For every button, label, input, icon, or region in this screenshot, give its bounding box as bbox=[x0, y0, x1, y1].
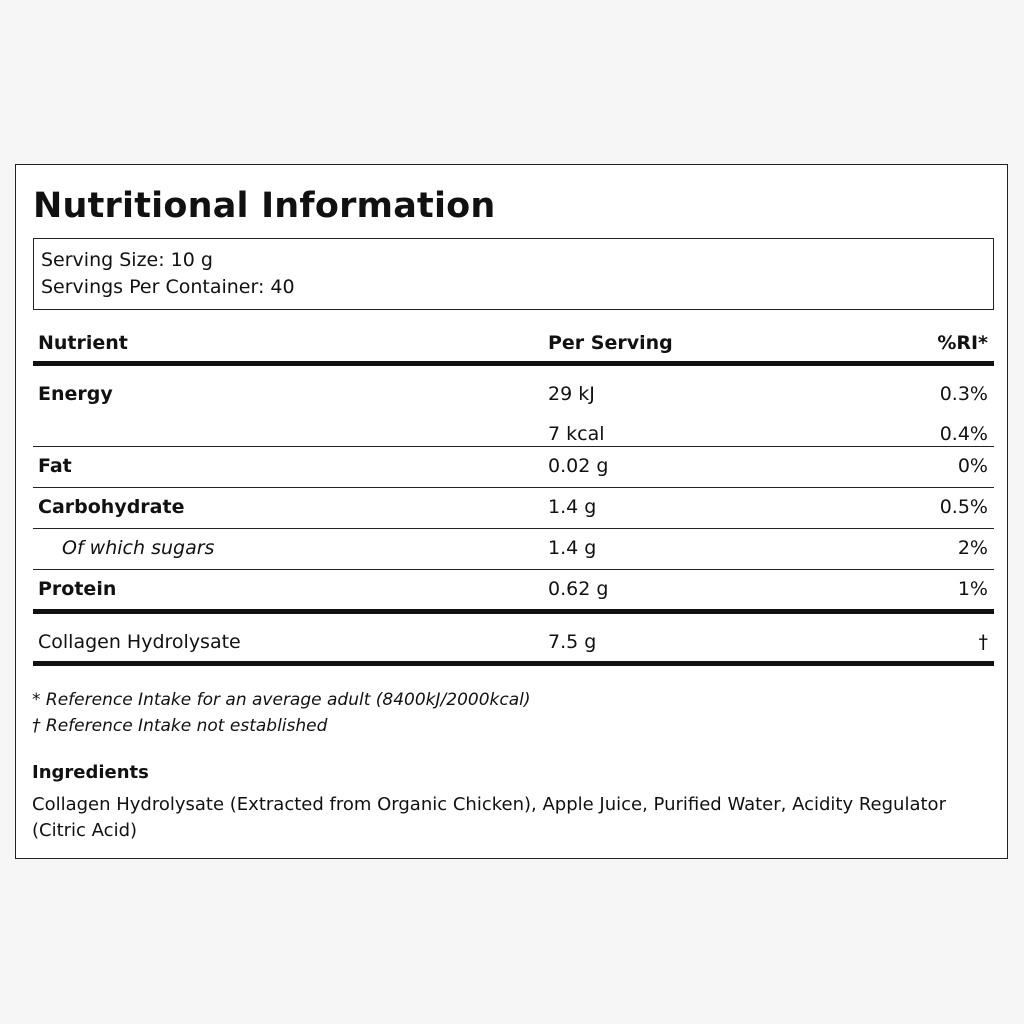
table-header-row bbox=[33, 325, 994, 366]
energy-kj-ri: 0.3% bbox=[939, 383, 988, 405]
header-nutrient: Nutrient bbox=[38, 332, 128, 354]
energy-kcal-value: 7 kcal bbox=[548, 423, 605, 445]
ingredients-heading: Ingredients bbox=[32, 762, 149, 783]
table-row-carbohydrate bbox=[33, 488, 994, 529]
nutrient-ri: 0% bbox=[957, 455, 988, 477]
nutrient-name: Fat bbox=[38, 455, 72, 477]
nutrient-ri: 2% bbox=[957, 537, 988, 559]
serving-info-box bbox=[33, 238, 994, 310]
header-ri: %RI* bbox=[937, 332, 988, 354]
table-row-energy bbox=[33, 366, 994, 447]
footnotes bbox=[32, 687, 531, 739]
table-row-fat bbox=[33, 447, 994, 488]
nutrient-value: 1.4 g bbox=[548, 496, 597, 518]
nutrient-value: 1.4 g bbox=[548, 537, 597, 559]
nutrition-panel bbox=[15, 164, 1008, 859]
ri-footnote: * Reference Intake for an average adult (8400kJ/2000kcal) bbox=[32, 690, 531, 710]
nutrient-value: 7.5 g bbox=[548, 631, 597, 653]
nutrient-name: Protein bbox=[38, 578, 117, 600]
nutrient-name: Of which sugars bbox=[62, 537, 215, 559]
nutrient-value: 0.62 g bbox=[548, 578, 609, 600]
nutrient-name: Carbohydrate bbox=[38, 496, 185, 518]
table-row-collagen bbox=[33, 614, 994, 666]
serving-size: Serving Size: 10 g bbox=[41, 249, 213, 271]
table-row-protein bbox=[33, 570, 994, 614]
ingredients-text: Collagen Hydrolysate (Extracted from Organic Chicken), Apple Juice, Purified Water, Acidity Regulator (Citric Acid) bbox=[32, 794, 946, 841]
energy-kcal-ri: 0.4% bbox=[939, 423, 988, 445]
nutrient-ri: † bbox=[978, 631, 988, 653]
dagger-footnote: † Reference Intake not established bbox=[32, 716, 328, 736]
header-per-serving: Per Serving bbox=[548, 332, 673, 354]
nutrient-ri: 1% bbox=[957, 578, 988, 600]
nutrient-ri: 0.5% bbox=[939, 496, 988, 518]
page-title: Nutritional Information bbox=[33, 186, 496, 226]
nutrient-value: 0.02 g bbox=[548, 455, 609, 477]
table-row-sugars bbox=[33, 529, 994, 570]
servings-per-container: Servings Per Container: 40 bbox=[41, 276, 295, 298]
nutrient-name: Collagen Hydrolysate bbox=[38, 631, 241, 653]
energy-kj-value: 29 kJ bbox=[548, 383, 595, 405]
nutrient-name: Energy bbox=[38, 383, 113, 405]
nutrition-table bbox=[33, 325, 994, 666]
